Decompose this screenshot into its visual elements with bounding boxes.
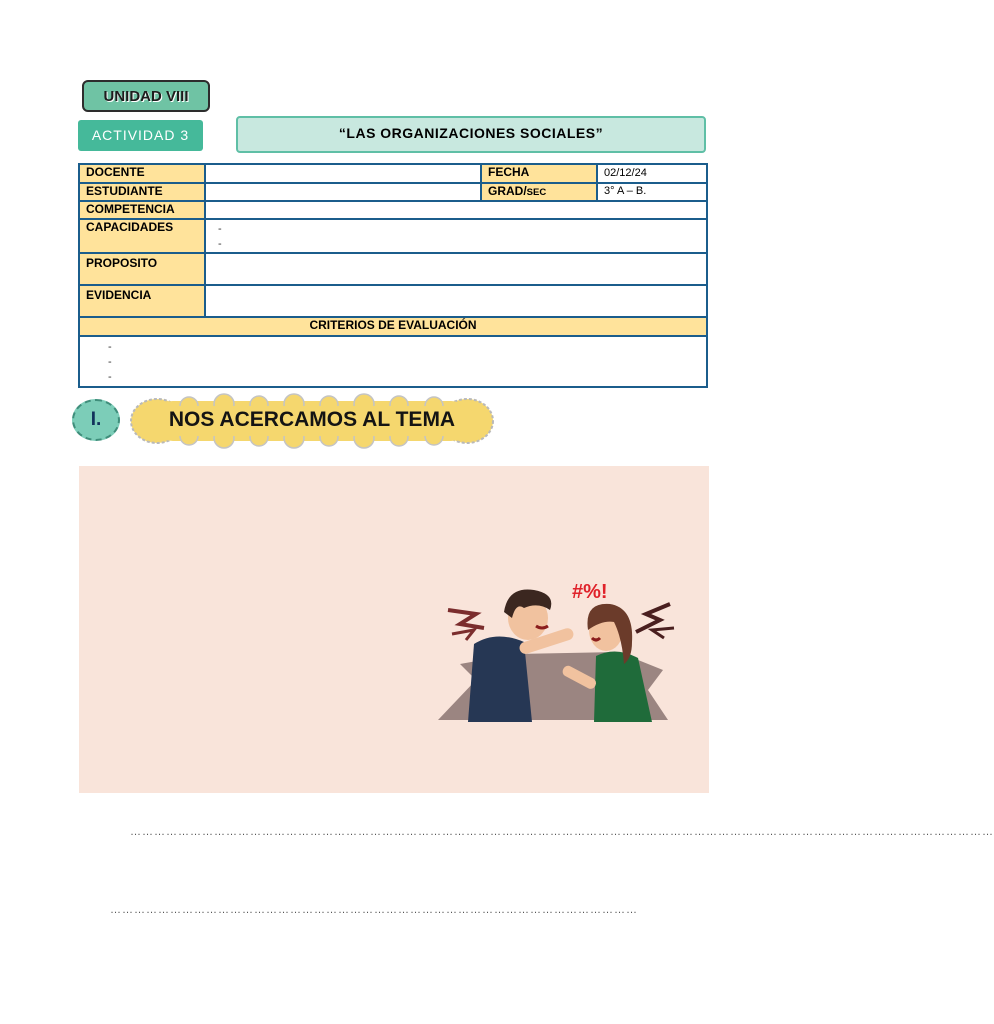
criterios-field[interactable] bbox=[79, 336, 707, 387]
capacidades-label: CAPACIDADES bbox=[79, 219, 205, 253]
grado-field[interactable]: 3° A – B. bbox=[597, 183, 707, 201]
capacidad-item: - bbox=[218, 238, 222, 250]
activity-title: “LAS ORGANIZACIONES SOCIALES” bbox=[236, 116, 706, 153]
fecha-field[interactable]: 02/12/24 bbox=[597, 164, 707, 183]
evidencia-label: EVIDENCIA bbox=[79, 285, 205, 317]
answer-line-1[interactable]: ……………………………………………………………………………………………………………………………………………………………………………………………… bbox=[130, 826, 994, 838]
criterio-item: - bbox=[108, 356, 112, 368]
criterios-header: CRITERIOS DE EVALUACIÓN bbox=[79, 317, 707, 336]
proposito-label: PROPOSITO bbox=[79, 253, 205, 285]
estudiante-field[interactable] bbox=[205, 183, 481, 201]
unit-badge: UNIDAD VIII bbox=[82, 80, 210, 112]
docente-label: DOCENTE bbox=[79, 164, 205, 183]
arguing-couple-illustration bbox=[438, 572, 678, 727]
docente-field[interactable] bbox=[205, 164, 481, 183]
section-number: I. bbox=[72, 399, 120, 441]
section-banner bbox=[129, 396, 495, 446]
criterio-item: - bbox=[108, 341, 112, 353]
exclamation-text: #%! bbox=[572, 581, 608, 603]
section-title: NOS ACERCAMOS AL TEMA bbox=[168, 408, 456, 431]
info-table bbox=[78, 163, 708, 388]
capacidad-item: - bbox=[218, 223, 222, 235]
competencia-label: COMPETENCIA bbox=[79, 201, 205, 219]
competencia-field[interactable] bbox=[205, 201, 707, 219]
estudiante-label: ESTUDIANTE bbox=[79, 183, 205, 201]
fecha-label: FECHA bbox=[481, 164, 597, 183]
grado-label-main: GRAD/ bbox=[488, 184, 527, 198]
answer-line-2[interactable]: …………………………………………………………………………………………………………………… bbox=[110, 904, 638, 916]
grado-label-small: SEC bbox=[526, 187, 547, 198]
evidencia-field[interactable] bbox=[205, 285, 707, 317]
proposito-field[interactable] bbox=[205, 253, 707, 285]
capacidades-field[interactable] bbox=[205, 219, 707, 253]
criterio-item: - bbox=[108, 371, 112, 383]
grado-label bbox=[481, 183, 597, 201]
activity-badge: ACTIVIDAD 3 bbox=[78, 120, 203, 151]
